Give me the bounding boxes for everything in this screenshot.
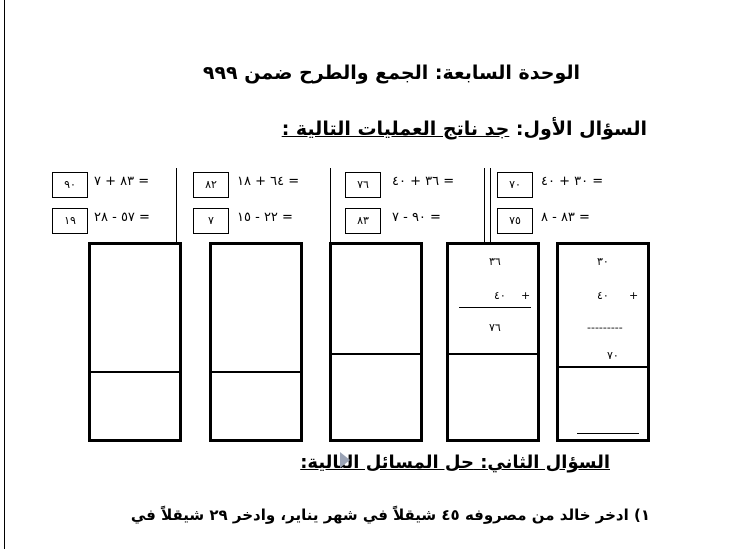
answer-box: ٧ (193, 208, 229, 234)
separator-line (330, 168, 331, 242)
answer-line (577, 433, 639, 434)
plus-sign: + (521, 289, 531, 302)
equation: ٥٧ - ٢٨ = (94, 210, 150, 225)
work-column (446, 242, 540, 442)
question-1-prefix: السؤال الأول: (509, 118, 647, 140)
answer-box: ٨٣ (345, 208, 381, 234)
addend-2: ٤٠ (494, 289, 506, 302)
divider-line (209, 371, 303, 373)
question-2-instruction: حل المسائل التالية: (300, 452, 474, 473)
equation: ٣٦ + ٤٠ = (392, 174, 455, 189)
addend-1: ٣٦ (489, 255, 501, 268)
sum-result: ٧٠ (607, 349, 619, 362)
question-1-instruction: جد ناتج العمليات التالية : (281, 118, 510, 140)
work-column (329, 242, 423, 442)
divider-line (88, 371, 182, 373)
question-1-heading (262, 118, 647, 140)
answer-box: ٩٠ (52, 172, 88, 198)
separator-line (490, 168, 491, 242)
divider-line (556, 366, 650, 368)
divider-line (446, 353, 540, 355)
sum-result: ٧٦ (489, 321, 501, 334)
answer-box: ٧٥ (497, 208, 533, 234)
answer-box: ٧٦ (345, 172, 381, 198)
answer-box: ١٩ (52, 208, 88, 234)
addend-2: ٤٠ (597, 289, 609, 302)
addend-1: ٣٠ (597, 255, 609, 268)
work-column (88, 242, 182, 442)
separator-line (484, 168, 485, 242)
page-title: الوحدة السابعة: الجمع والطرح ضمن ٩٩٩ (202, 62, 580, 84)
equation: ٨٣ + ٧ = (94, 174, 150, 189)
problem-1: ١) ادخر خالد من مصروفه ٤٥ شيقلاً في شهر يناير، وادخر ٢٩ شيقلاً في (130, 506, 650, 524)
page-border (4, 0, 5, 549)
plus-sign: + (629, 289, 639, 302)
answer-box: ٧٠ (497, 172, 533, 198)
sum-line (459, 307, 531, 308)
work-column (556, 242, 650, 442)
work-column (209, 242, 303, 442)
equation: ٢٢ - ١٥ = (237, 210, 293, 225)
separator-line (176, 168, 177, 242)
equation: ٨٣ - ٨ = (541, 210, 590, 225)
answer-box: ٨٢ (193, 172, 229, 198)
divider-line (329, 353, 423, 355)
dash-line: --------- (587, 321, 623, 334)
equation: ٩٠ - ٧ = (392, 210, 441, 225)
question-2-prefix: السؤال الثاني: (473, 452, 610, 473)
equation: ٣٠ + ٤٠ = (541, 174, 604, 189)
mouse-cursor-icon (340, 452, 350, 468)
equation: ٦٤ + ١٨ = (237, 174, 300, 189)
